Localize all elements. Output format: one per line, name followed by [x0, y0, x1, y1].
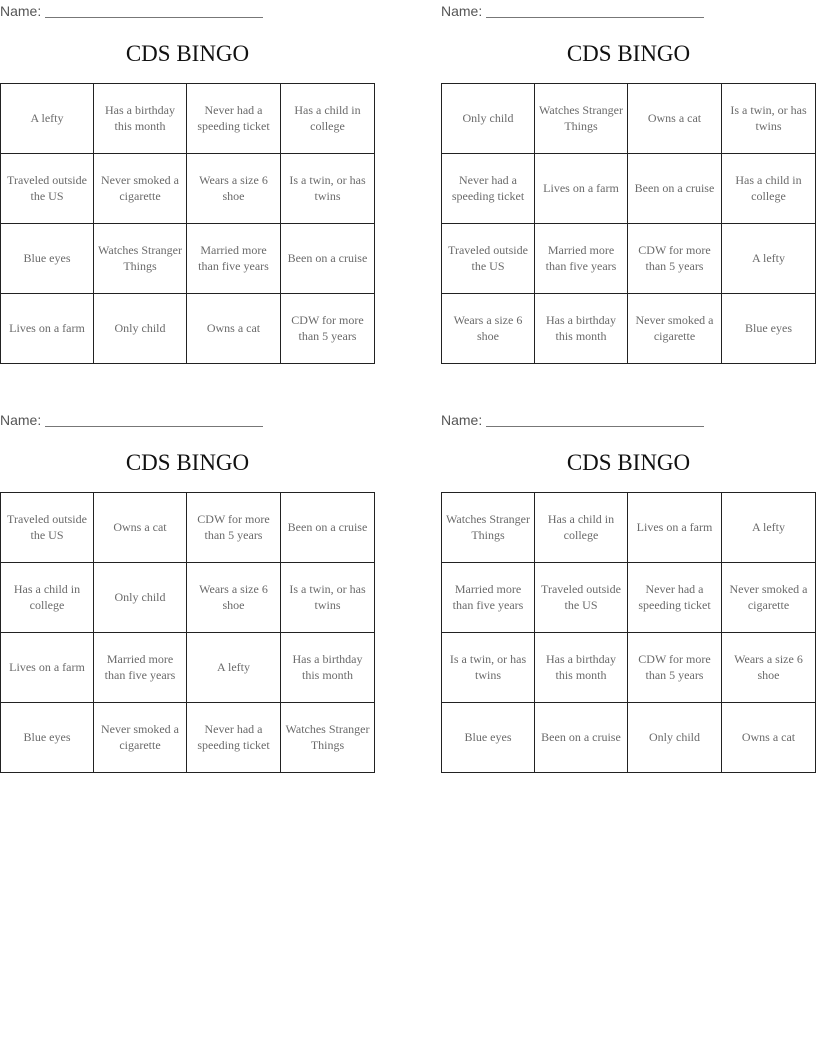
- bingo-cell: Traveled outside the US: [442, 224, 535, 294]
- name-blank: [486, 17, 704, 18]
- bingo-cell: Has a birthday this month: [535, 633, 628, 703]
- bingo-grid: [441, 83, 816, 364]
- bingo-cell: Lives on a farm: [628, 493, 722, 563]
- name-label: Name:: [441, 412, 483, 428]
- name-blank: [486, 426, 704, 427]
- bingo-cell: Never smoked a cigarette: [94, 703, 187, 773]
- name-label: Name:: [0, 412, 42, 428]
- bingo-cell: A lefty: [1, 84, 94, 154]
- bingo-cell: A lefty: [187, 633, 281, 703]
- bingo-cell: Has a birthday this month: [535, 294, 628, 364]
- bingo-cell: Been on a cruise: [535, 703, 628, 773]
- bingo-cell: Lives on a farm: [1, 294, 94, 364]
- bingo-cell: Watches Stranger Things: [281, 703, 375, 773]
- bingo-cell: Blue eyes: [1, 224, 94, 294]
- bingo-cell: Never had a speeding ticket: [187, 84, 281, 154]
- bingo-cell: Never smoked a cigarette: [628, 294, 722, 364]
- bingo-cell: Owns a cat: [187, 294, 281, 364]
- bingo-cell: Been on a cruise: [281, 224, 375, 294]
- bingo-cell: Only child: [628, 703, 722, 773]
- bingo-cell: Never had a speeding ticket: [442, 154, 535, 224]
- bingo-cell: Been on a cruise: [281, 493, 375, 563]
- bingo-cell: Has a child in college: [1, 563, 94, 633]
- bingo-grid: [0, 83, 375, 364]
- name-blank: [45, 426, 263, 427]
- bingo-cell: Married more than five years: [187, 224, 281, 294]
- name-line: [0, 3, 263, 19]
- bingo-cell: Never smoked a cigarette: [722, 563, 816, 633]
- bingo-cell: CDW for more than 5 years: [628, 224, 722, 294]
- bingo-cell: Has a birthday this month: [281, 633, 375, 703]
- bingo-cell: Lives on a farm: [535, 154, 628, 224]
- bingo-cell: A lefty: [722, 224, 816, 294]
- bingo-cell: Traveled outside the US: [535, 563, 628, 633]
- bingo-cell: CDW for more than 5 years: [628, 633, 722, 703]
- card-title: CDS BINGO: [125, 41, 250, 66]
- bingo-cell: Traveled outside the US: [1, 154, 94, 224]
- bingo-card-4: [441, 409, 816, 773]
- bingo-cell: Owns a cat: [722, 703, 816, 773]
- bingo-cell: Married more than five years: [535, 224, 628, 294]
- bingo-cell: Watches Stranger Things: [94, 224, 187, 294]
- name-line: [441, 412, 704, 428]
- bingo-cell: Wears a size 6 shoe: [187, 154, 281, 224]
- bingo-card-2: [441, 0, 816, 364]
- name-blank: [45, 17, 263, 18]
- bingo-cell: Only child: [442, 84, 535, 154]
- card-title: CDS BINGO: [125, 450, 250, 475]
- bingo-cell: Blue eyes: [442, 703, 535, 773]
- bingo-cell: Is a twin, or has twins: [281, 154, 375, 224]
- bingo-cell: Wears a size 6 shoe: [187, 563, 281, 633]
- bingo-cell: Has a birthday this month: [94, 84, 187, 154]
- bingo-cell: Has a child in college: [281, 84, 375, 154]
- bingo-cell: Has a child in college: [535, 493, 628, 563]
- name-label: Name:: [0, 3, 42, 19]
- bingo-cell: Blue eyes: [1, 703, 94, 773]
- bingo-cell: Never had a speeding ticket: [628, 563, 722, 633]
- bingo-grid: [0, 492, 375, 773]
- bingo-cell: Traveled outside the US: [1, 493, 94, 563]
- bingo-cell: Is a twin, or has twins: [442, 633, 535, 703]
- bingo-cell: CDW for more than 5 years: [187, 493, 281, 563]
- bingo-cell: Owns a cat: [94, 493, 187, 563]
- bingo-cell: Is a twin, or has twins: [281, 563, 375, 633]
- bingo-cell: Only child: [94, 294, 187, 364]
- bingo-cell: Been on a cruise: [628, 154, 722, 224]
- bingo-cell: A lefty: [722, 493, 816, 563]
- bingo-cell: Watches Stranger Things: [535, 84, 628, 154]
- bingo-cell: Is a twin, or has twins: [722, 84, 816, 154]
- bingo-grid: [441, 492, 816, 773]
- bingo-cell: Wears a size 6 shoe: [442, 294, 535, 364]
- bingo-cell: Only child: [94, 563, 187, 633]
- bingo-cell: Lives on a farm: [1, 633, 94, 703]
- card-title: CDS BINGO: [566, 41, 691, 66]
- bingo-cell: Owns a cat: [628, 84, 722, 154]
- card-title: CDS BINGO: [566, 450, 691, 475]
- bingo-cell: Watches Stranger Things: [442, 493, 535, 563]
- bingo-cell: Wears a size 6 shoe: [722, 633, 816, 703]
- bingo-cell: Married more than five years: [442, 563, 535, 633]
- bingo-card-3: [0, 409, 375, 773]
- bingo-cell: Never had a speeding ticket: [187, 703, 281, 773]
- bingo-cell: Has a child in college: [722, 154, 816, 224]
- bingo-cell: Never smoked a cigarette: [94, 154, 187, 224]
- bingo-cell: Married more than five years: [94, 633, 187, 703]
- name-line: [0, 412, 263, 428]
- name-label: Name:: [441, 3, 483, 19]
- bingo-cell: CDW for more than 5 years: [281, 294, 375, 364]
- name-line: [441, 3, 704, 19]
- bingo-card-1: [0, 0, 375, 364]
- bingo-cell: Blue eyes: [722, 294, 816, 364]
